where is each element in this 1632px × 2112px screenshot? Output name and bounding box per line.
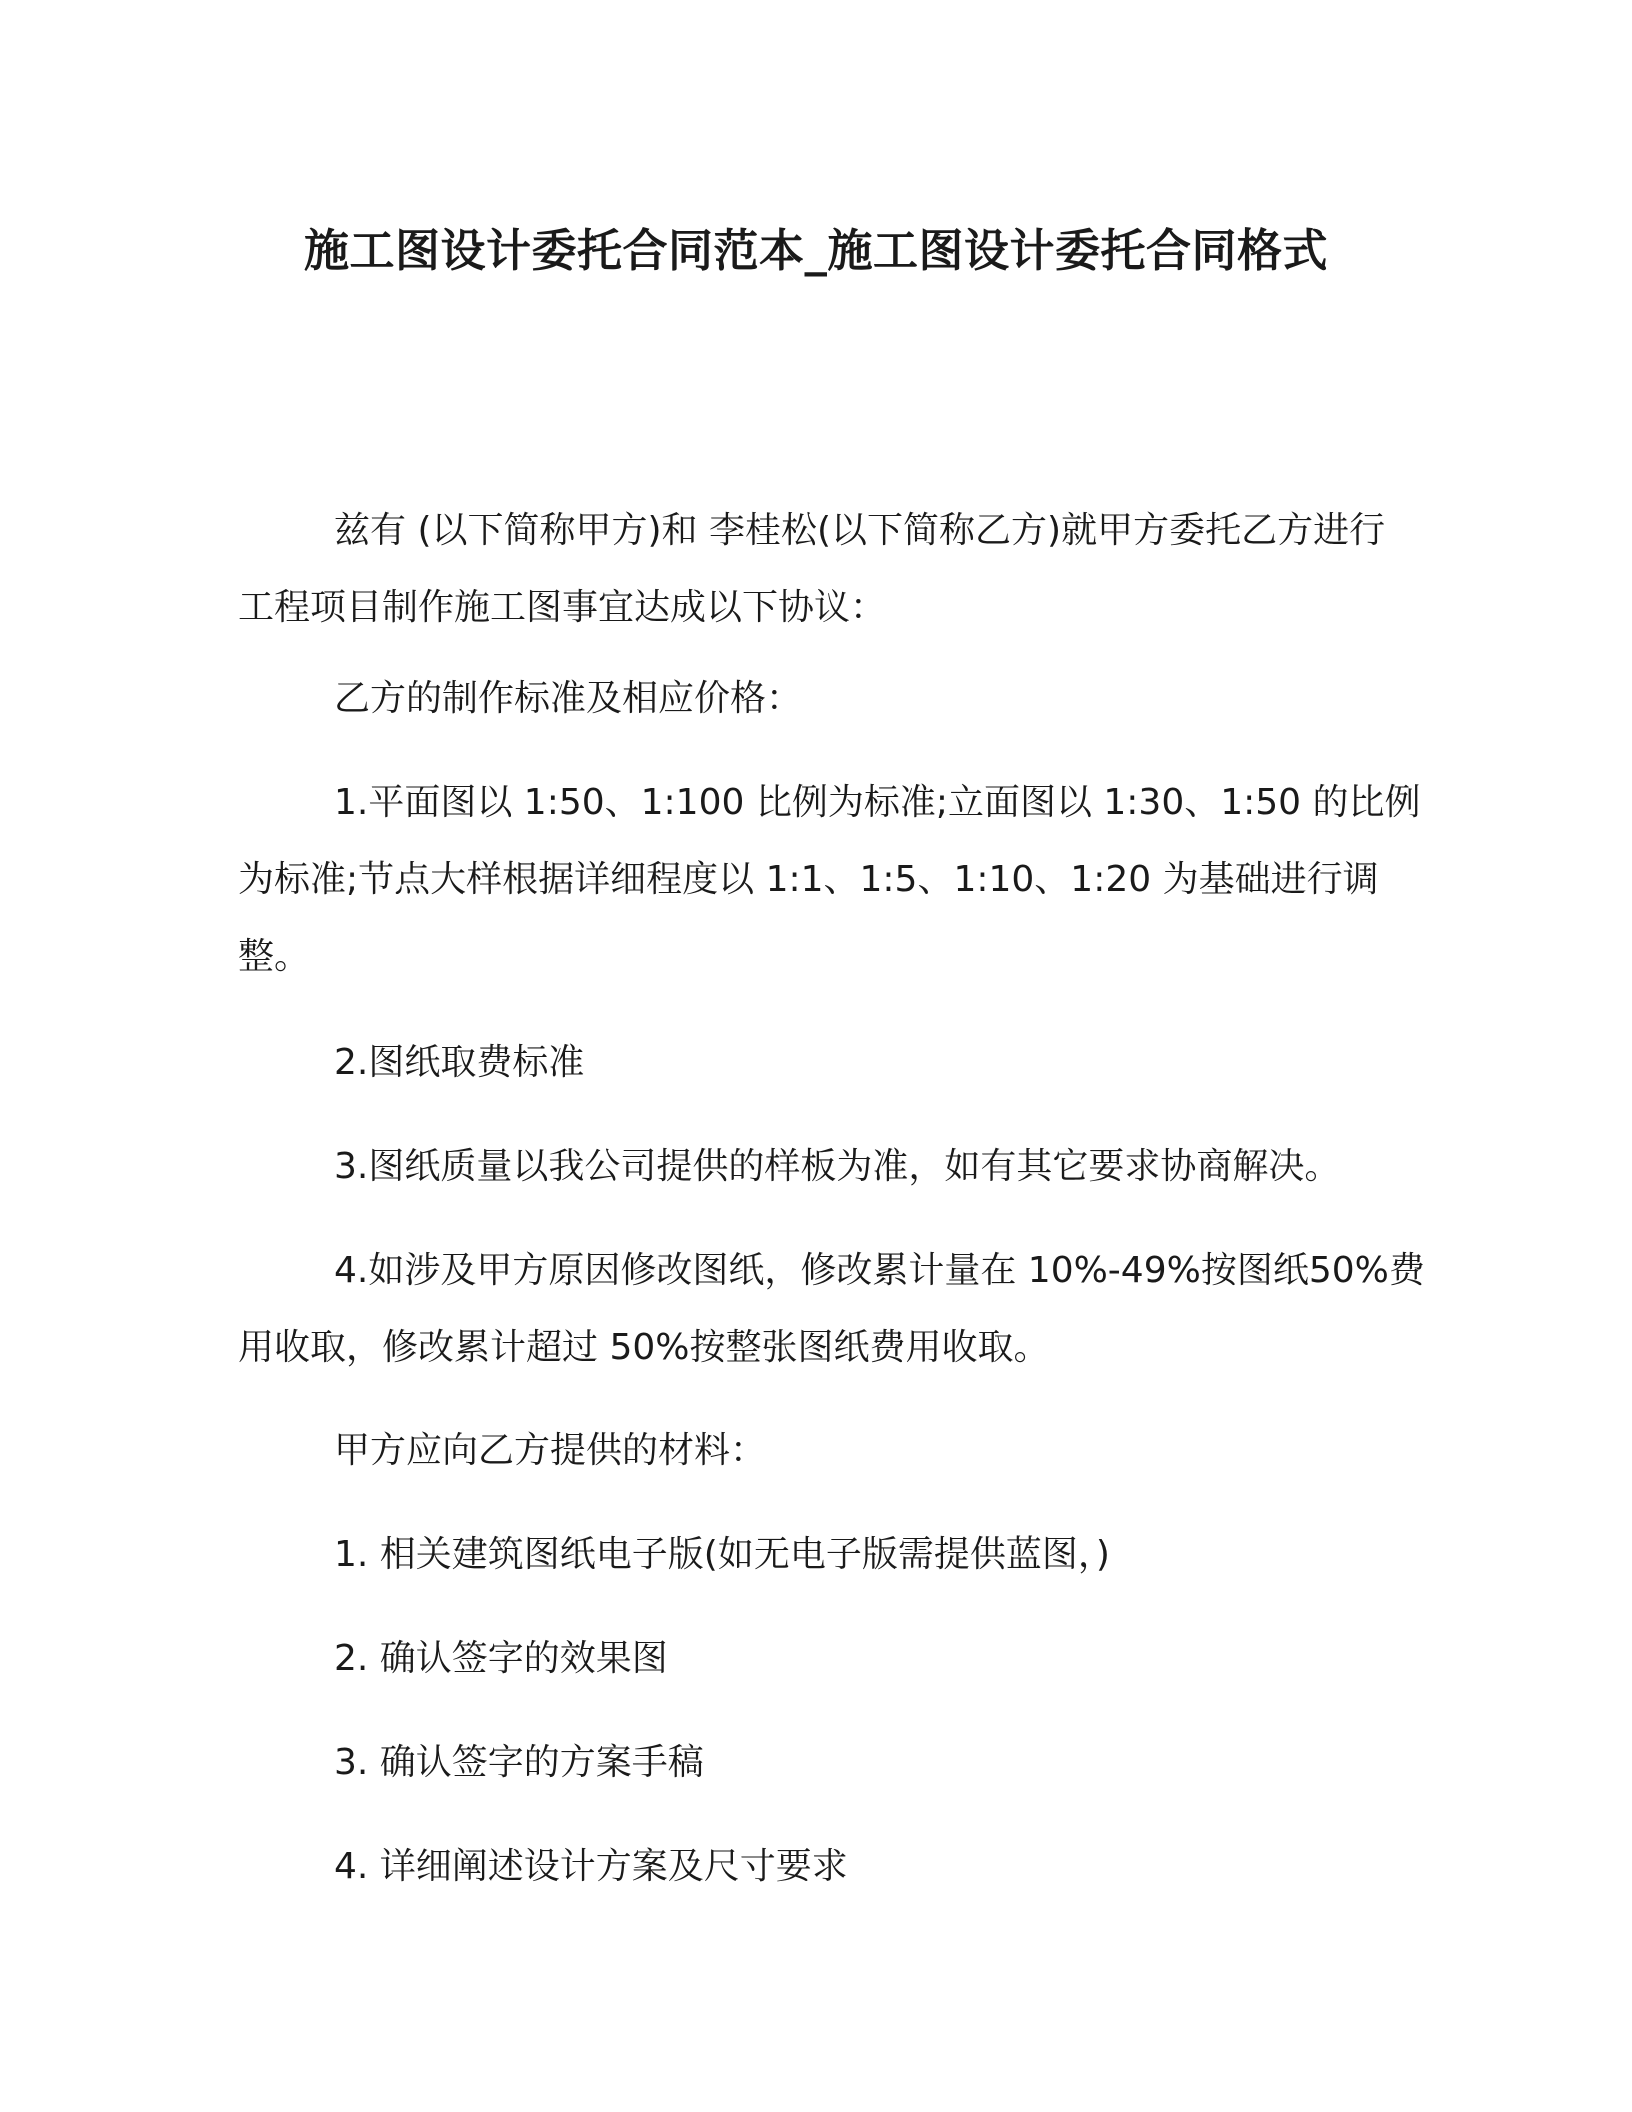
paragraph-material-3: 3. 确认签字的方案手稿	[334, 1742, 704, 1783]
paragraph-standard-3: 3.图纸质量以我公司提供的样板为准，如有其它要求协商解决。	[334, 1146, 1341, 1187]
paragraph-intro: 兹有 (以下简称甲方)和 李桂松(以下简称乙方)就甲方委托乙方进行 工程项目制作施工图事宜达成以下协议：	[238, 510, 1386, 628]
document-title: 施工图设计委托合同范本_施工图设计委托合同格式	[303, 224, 1328, 277]
paragraph-material-1: 1. 相关建筑图纸电子版(如无电子版需提供蓝图，)	[334, 1534, 1110, 1575]
paragraph-standard-4: 4.如涉及甲方原因修改图纸，修改累计量在 10%-49%按图纸50%费用收取，修改累计超过 50%按整张图纸费用收取。	[238, 1250, 1425, 1368]
paragraph-material-2: 2. 确认签字的效果图	[334, 1638, 668, 1679]
paragraph-standards-heading: 乙方的制作标准及相应价格：	[334, 678, 803, 719]
paragraph-material-4: 4. 详细阐述设计方案及尺寸要求	[334, 1846, 848, 1887]
paragraph-standard-2: 2.图纸取费标准	[334, 1042, 585, 1083]
paragraph-standard-1: 1.平面图以 1:50、1:100 比例为标准;立面图以 1:30、1:50 的比例为标准;节点大样根据详细程度以 1:1、1:5、1:10、1:20 为基础进行调整。	[238, 782, 1421, 977]
paragraph-materials-heading: 甲方应向乙方提供的材料：	[334, 1430, 767, 1471]
